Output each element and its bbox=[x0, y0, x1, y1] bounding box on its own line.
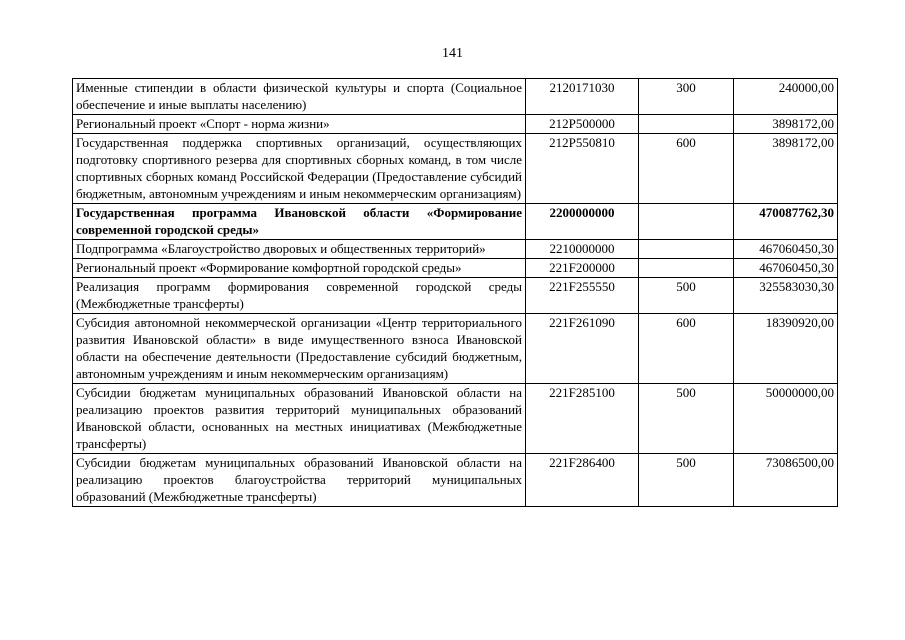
budget-table bbox=[72, 78, 838, 507]
row-name-cell: Региональный проект «Формирование комфортной городской среды» bbox=[73, 259, 526, 278]
table-row bbox=[73, 278, 838, 314]
row-code-cell: 221F286400 bbox=[526, 454, 639, 507]
row-code-cell: 212P500000 bbox=[526, 115, 639, 134]
row-code-cell: 221F200000 bbox=[526, 259, 639, 278]
row-sum-cell: 240000,00 bbox=[734, 79, 838, 115]
row-name-cell: Реализация программ формирования современной городской среды (Межбюджетные трансферты) bbox=[73, 278, 526, 314]
row-sum-cell: 18390920,00 bbox=[734, 314, 838, 384]
row-type-cell bbox=[639, 204, 734, 240]
row-name-cell: Государственная программа Ивановской области «Формирование современной городской среды» bbox=[73, 204, 526, 240]
row-type-cell: 500 bbox=[639, 454, 734, 507]
row-type-cell: 600 bbox=[639, 314, 734, 384]
row-type-cell bbox=[639, 240, 734, 259]
row-code-cell: 221F261090 bbox=[526, 314, 639, 384]
row-sum-cell: 50000000,00 bbox=[734, 384, 838, 454]
row-sum-cell: 467060450,30 bbox=[734, 259, 838, 278]
table-row bbox=[73, 259, 838, 278]
row-sum-cell: 3898172,00 bbox=[734, 134, 838, 204]
row-code-cell: 2120171030 bbox=[526, 79, 639, 115]
row-type-cell: 500 bbox=[639, 384, 734, 454]
row-sum-cell: 73086500,00 bbox=[734, 454, 838, 507]
row-name-cell: Субсидии бюджетам муниципальных образований Ивановской области на реализацию проектов благоустройства территорий муниципальных образований (Межбюджетные трансферты) bbox=[73, 454, 526, 507]
row-type-cell bbox=[639, 259, 734, 278]
row-sum-cell: 470087762,30 bbox=[734, 204, 838, 240]
row-name-cell: Подпрограмма «Благоустройство дворовых и общественных территорий» bbox=[73, 240, 526, 259]
row-name-cell: Именные стипендии в области физической культуры и спорта (Социальное обеспечение и иные выплаты населению) bbox=[73, 79, 526, 115]
table-row bbox=[73, 454, 838, 507]
row-code-cell: 212P550810 bbox=[526, 134, 639, 204]
row-name-cell: Региональный проект «Спорт - норма жизни» bbox=[73, 115, 526, 134]
row-code-cell: 221F285100 bbox=[526, 384, 639, 454]
table-row bbox=[73, 204, 838, 240]
table-row bbox=[73, 115, 838, 134]
row-type-cell: 600 bbox=[639, 134, 734, 204]
row-type-cell: 500 bbox=[639, 278, 734, 314]
row-name-cell: Субсидии бюджетам муниципальных образований Ивановской области на реализацию проектов развития территорий муниципальных образований Ивановской области, основанных на местных инициативах (Межбюджетные трансферты) bbox=[73, 384, 526, 454]
table-row bbox=[73, 79, 838, 115]
row-code-cell: 221F255550 bbox=[526, 278, 639, 314]
page-number: 141 bbox=[442, 46, 463, 61]
row-sum-cell: 325583030,30 bbox=[734, 278, 838, 314]
row-code-cell: 2200000000 bbox=[526, 204, 639, 240]
row-name-cell: Государственная поддержка спортивных организаций, осуществляющих подготовку спортивного резерва для спортивных сборных команд, в том числе спортивных сборных команд Российской Федерации (Предоставление субсидий бюджетным, автономным учреждениям и иным некоммерческим организациям) bbox=[73, 134, 526, 204]
row-type-cell bbox=[639, 115, 734, 134]
row-sum-cell: 467060450,30 bbox=[734, 240, 838, 259]
budget-table-body bbox=[73, 79, 838, 507]
table-row bbox=[73, 314, 838, 384]
row-sum-cell: 3898172,00 bbox=[734, 115, 838, 134]
row-type-cell: 300 bbox=[639, 79, 734, 115]
row-name-cell: Субсидия автономной некоммерческой организации «Центр территориального развития Ивановской области» в виде имущественного взноса Ивановской области на обеспечение деятельности (Предоставление субсидий бюджетным, автономным учреждениям и иным некоммерческим организациям) bbox=[73, 314, 526, 384]
row-code-cell: 2210000000 bbox=[526, 240, 639, 259]
table-row bbox=[73, 384, 838, 454]
table-row bbox=[73, 240, 838, 259]
table-row bbox=[73, 134, 838, 204]
